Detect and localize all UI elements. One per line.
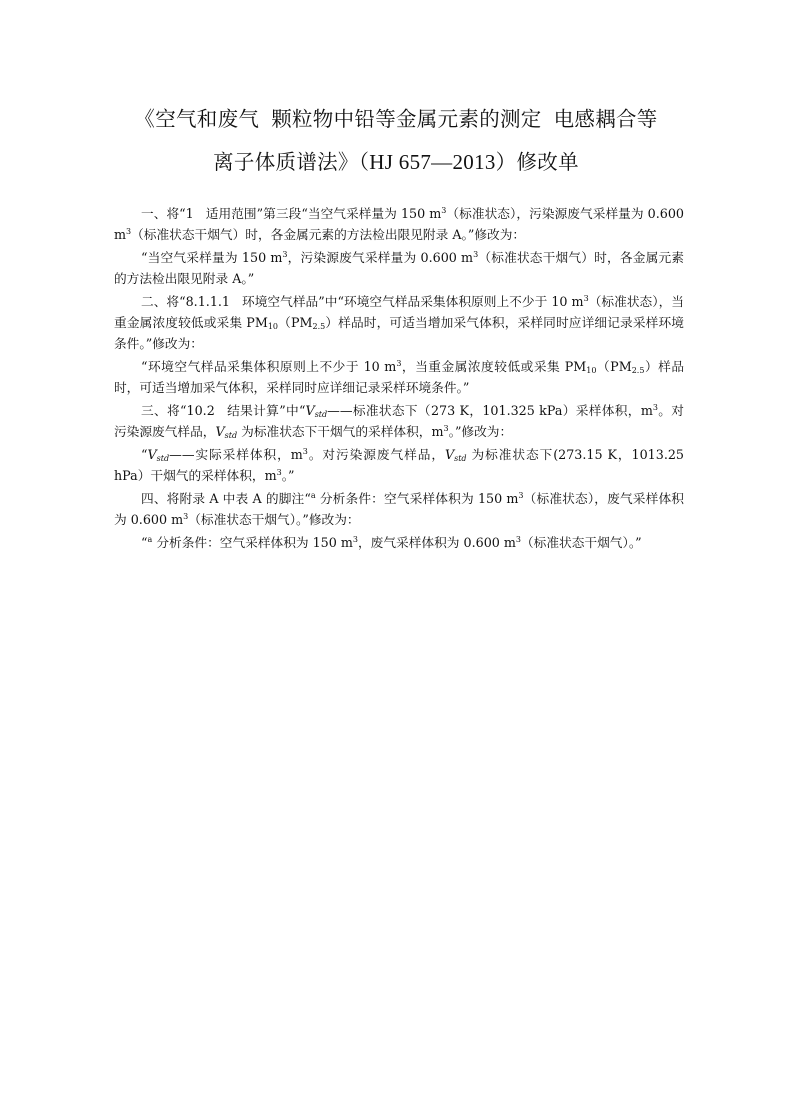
standard-code: HJ 657—2013 [369,150,496,174]
title-line-1 [100,98,692,141]
text: ，废气采样体积为 0.600 m [357,535,516,550]
text: （标准状态干烟气）时，各金属元素的方法检出限见附录 A。”修改为： [131,227,526,242]
text: （标准状态干烟气）。”修改为： [188,512,360,527]
footnote-mark: a [310,491,316,500]
amendment-item-1-revision [114,247,684,289]
variable: V [215,424,225,439]
superscript: 3 [473,250,479,259]
title-part: 《空气和废气 [134,107,260,131]
text: 为标准状态下干烟气的采样体积，m [237,424,444,439]
subscript: std [156,454,170,463]
text: 。”修改为： [448,424,513,439]
text: （标准状态干烟气）。” [521,535,642,550]
amendment-item-4 [114,488,684,530]
text: ——标准状态下（273 K，101.325 kPa）采样体积，m [327,403,653,418]
text: ，当重金属浓度较低或采集 PM [401,359,587,374]
footnote-mark: a [147,535,153,544]
text: 。” [281,468,295,483]
superscript: 3 [396,359,402,368]
variable: V [305,403,315,418]
text: （标准状态），污染源废气采样量为 0.600 m [114,206,684,242]
amendment-item-1 [114,203,684,245]
text: 为标准状态下(273.15 K，1013.25 hPa）干烟气的采样体积，m [114,447,685,483]
subscript: 2.5 [631,366,645,375]
superscript: 3 [183,512,189,521]
subscript: std [314,410,328,419]
superscript: 3 [441,206,447,215]
subscript: 10 [267,322,279,331]
superscript: 3 [583,294,589,303]
text: ——实际采样体积，m [169,447,303,462]
variable: V [444,447,455,462]
subscript: 2.5 [312,322,326,331]
amendment-item-3-revision [114,444,684,486]
superscript: 3 [652,403,658,412]
text: “环境空气样品采集体积原则上不少于 10 m [141,359,397,374]
text: 三、将“10.2 [141,403,215,418]
text: 适用范围”第三段“当空气采样量为 150 m [205,206,442,221]
text: （PM [278,315,313,330]
text: “当空气采样量为 150 m [141,250,283,265]
variable: V [147,447,157,462]
amendment-item-4-revision [114,532,684,553]
text: “ [141,535,148,550]
text: 分析条件：空气采样体积为 150 m [315,491,519,506]
text: 一、将“1 [141,206,194,221]
superscript: 3 [126,227,132,236]
title-part: 颗粒物中铅等金属元素的测定 [271,107,542,131]
text: 环境空气样品”中“环境空气样品采集体积原则上不少于 10 m [242,294,584,309]
superscript: 3 [352,535,358,544]
text: ）样品时，可适当增加采气体积，采样同时应详细记录采样环境条件。”修改为： [114,315,684,351]
superscript: 3 [443,424,449,433]
text: ，污染源废气采样量为 0.600 m [287,250,474,265]
text: （标准状态），当重金属浓度较低或采集 PM [114,294,684,330]
subscript: std [224,431,238,440]
text: 结果计算”中“ [226,403,306,418]
text: 。对污染源废气样品， [307,447,445,462]
superscript: 3 [518,491,524,500]
text: ）样品时，可适当增加采气体积，采样同时应详细记录采样环境条件。” [114,359,685,395]
superscript: 3 [282,250,288,259]
text: 分析条件：空气采样体积为 150 m [152,535,353,550]
text: （PM [596,359,632,374]
title-line-2 [100,141,692,184]
document-title [100,98,692,184]
text: “ [141,447,148,462]
amendment-body [114,203,684,553]
superscript: 3 [276,468,282,477]
title-part: 电感耦合等 [553,107,658,131]
text: 。对污染源废气样品， [114,403,684,439]
amendment-item-2-revision [114,356,684,398]
text: 四、将附录 A 中表 A 的脚注“ [141,491,311,506]
amendment-item-3 [114,400,684,442]
title-part: 离子体质谱法》（ [213,150,370,174]
superscript: 3 [302,447,308,456]
title-part: ）修改单 [495,150,579,174]
amendment-item-2 [114,291,684,354]
text: 二、将“8.1.1.1 [141,294,230,309]
subscript: std [454,454,467,463]
superscript: 3 [515,535,521,544]
text: （标准状态），废气采样体积为 0.600 m [114,491,684,527]
text: （标准状态干烟气）时，各金属元素的方法检出限见附录 A。” [114,250,684,286]
subscript: 10 [586,366,597,375]
